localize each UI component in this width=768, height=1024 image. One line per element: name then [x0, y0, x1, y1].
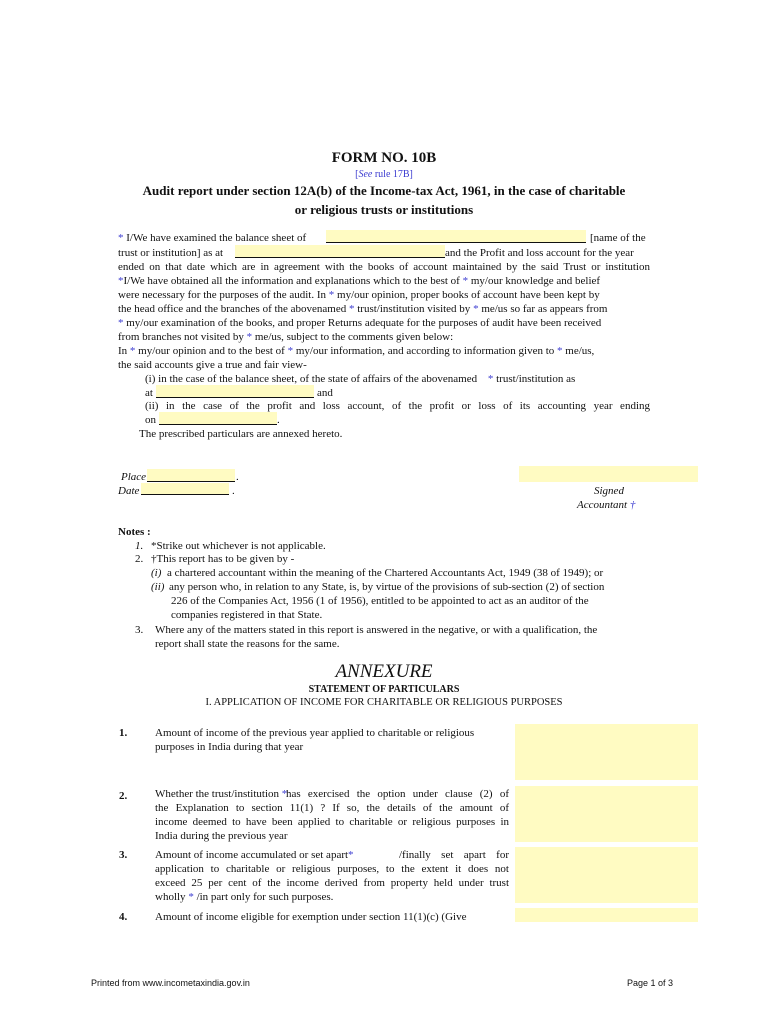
note-2ii-line-2: 226 of the Companies Act, 1956 (1 of 1956), entitled to be appointed to act as an auditor of the [171, 595, 589, 607]
balance-sheet-date-field[interactable] [235, 245, 445, 258]
note-1-text: *Strike out whichever is not applicable. [151, 540, 326, 552]
note-3-line-2: report shall state the reasons for the same. [155, 638, 340, 650]
state-of-affairs-date-field[interactable] [156, 385, 314, 398]
place-label: Place [121, 471, 147, 483]
body-line-5: were necessary for the purposes of the audit. In * my/our opinion, proper books of account have been kept by [118, 289, 600, 301]
note-2-number: 2. [135, 553, 144, 565]
place-dot: . [236, 471, 239, 483]
body-line-4: *I/We have obtained all the information and explanations which to the best of * my/our knowledge and belief [118, 275, 601, 287]
annex-item-2-line-4: India during the previous year [155, 830, 288, 842]
note-2ii-line-3: companies registered in that State. [171, 609, 323, 621]
form-title-line-1: Audit report under section 12A(b) of the Income-tax Act, 1961, in the case of charitable [142, 183, 626, 198]
date-label: Date [118, 485, 140, 497]
note-2ii-number: (ii) [151, 581, 165, 593]
annex-item-2-line-3: income deemed to have been applied to charitable or religious purposes in [155, 816, 509, 828]
annex-item-3-line-1: Amount of income accumulated or set apart* /finally set apart for [155, 849, 509, 861]
annex-item-1-line-1: Amount of income of the previous year applied to charitable or religious [155, 727, 475, 739]
section-heading: I. APPLICATION OF INCOME FOR CHARITABLE OR RELIGIOUS PURPOSES [205, 697, 563, 708]
statement-heading: STATEMENT OF PARTICULARS [308, 684, 460, 695]
body-line-2: trust or institution] as at and the Profit and loss account for the year [118, 247, 634, 259]
annex-item-2-field[interactable] [515, 786, 698, 842]
accounting-year-end-field[interactable] [159, 412, 277, 425]
annex-item-4-field[interactable] [515, 908, 698, 922]
annex-item-2-line-2: the Explanation to section 11(1) ? If so, the details of the amount of [155, 802, 509, 814]
item-ii-line-2: on . [145, 414, 280, 426]
note-1-number: 1. [135, 540, 144, 552]
body-line-6: the head office and the branches of the abovenamed * trust/institution visited by * me/us so far as appears from [118, 303, 608, 315]
date-dot: . [232, 485, 235, 497]
notes-heading: Notes : [118, 526, 151, 538]
annexure-title: ANNEXURE [335, 661, 433, 682]
signature-field[interactable] [519, 466, 698, 482]
note-3-number: 3. [135, 624, 144, 636]
body-line-8: from branches not visited by * me/us, subject to the comments given below: [118, 331, 454, 343]
date-field[interactable] [141, 483, 229, 495]
signed-label: Signed [594, 485, 624, 497]
note-3-line-1: Where any of the matters stated in this report is answered in the negative, or with a qualification, the [155, 624, 598, 636]
body-line-9: In * my/our opinion and to the best of * my/our information, and according to information given to * me/us, [118, 345, 595, 357]
annexed-statement: The prescribed particulars are annexed hereto. [139, 428, 343, 440]
body-line-1: * I/We have examined the balance sheet of [name of the [118, 232, 646, 244]
rule-reference: [See rule 17B] [355, 169, 413, 180]
item-i-line-2: at and [145, 387, 333, 399]
page-number: Page 1 of 3 [627, 978, 674, 988]
annex-item-2-line-1: Whether the trust/institution * has exercised the option under clause (2) of [155, 788, 509, 800]
body-line-3: ended on that date which are in agreement with the books of account maintained by the said Trust or institution [118, 261, 650, 273]
body-line-10: the said accounts give a true and fair view- [118, 359, 307, 371]
annex-item-1-line-2: purposes in India during that year [155, 741, 304, 753]
annex-item-4-line-1: Amount of income eligible for exemption under section 11(1)(c) (Give [155, 911, 467, 923]
trust-name-field[interactable] [326, 230, 586, 243]
note-2-text: †This report has to be given by - [151, 553, 295, 565]
body-line-7: * my/our examination of the books, and proper Returns adequate for the purposes of audit have been received [118, 317, 602, 329]
accountant-label: Accountant † [577, 499, 636, 511]
annex-item-3-line-4: wholly * /in part only for such purposes. [155, 891, 334, 903]
printed-from: Printed from www.incometaxindia.gov.in [91, 978, 250, 988]
form-title-line-2: or religious trusts or institutions [294, 202, 474, 217]
annex-item-1-number: 1. [119, 727, 128, 739]
note-2i-text: a chartered accountant within the meaning of the Chartered Accountants Act, 1949 (38 of 1949); or [167, 567, 604, 579]
form-number: FORM NO. 10B [331, 150, 437, 166]
annex-item-3-line-3: exceed 25 per cent of the income derived from property held under trust [155, 877, 509, 889]
annex-item-3-line-2: application to charitable or religious purposes, to the extent it does not [155, 863, 509, 875]
place-field[interactable] [147, 469, 235, 482]
annex-item-3-field[interactable] [515, 847, 698, 903]
annex-item-3-number: 3. [119, 849, 128, 861]
item-i-line-1: (i) in the case of the balance sheet, of the state of affairs of the abovenamed * trust/institution as [145, 373, 576, 385]
annex-item-2-number: 2. [119, 790, 128, 802]
annex-item-1-field[interactable] [515, 724, 698, 780]
item-ii-line-1: (ii) in the case of the profit and loss account, of the profit or loss of its accounting year ending [145, 400, 650, 412]
note-2ii-line-1: any person who, in relation to any State, is, by virtue of the provisions of sub-section (2) of section [169, 581, 605, 593]
dagger-mark: † [629, 499, 636, 511]
annex-item-4-number: 4. [119, 911, 128, 923]
note-2i-number: (i) [151, 567, 162, 579]
